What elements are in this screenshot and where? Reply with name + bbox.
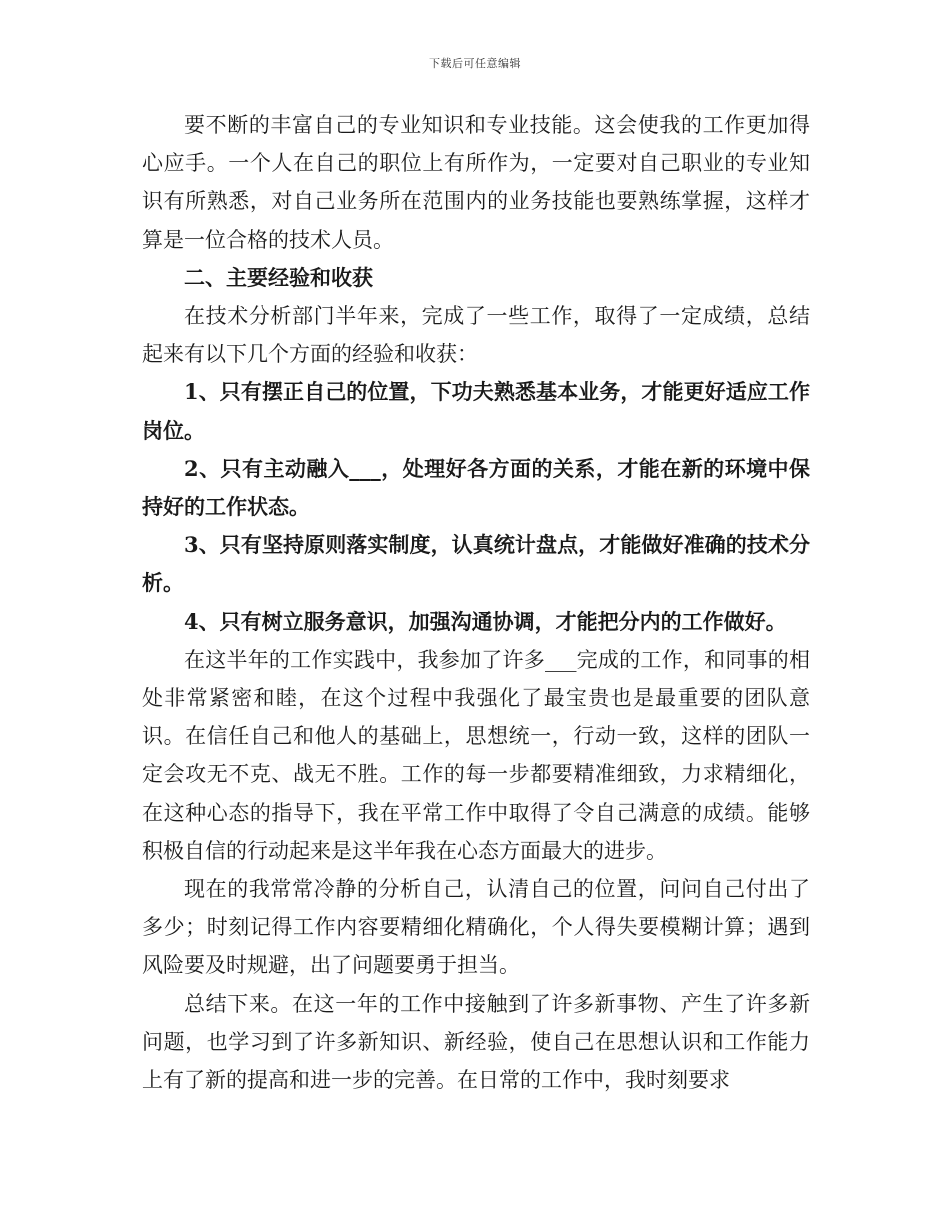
section-heading-experience: 二、主要经验和收获 [184,264,373,290]
paragraph-summary: 总结下来。在这一年的工作中接触到了许多新事物、产生了许多新问题，也学习到了许多新知识、新经验，使自己在思想认识和工作能力上有了新的提高和进一步的完善。在日常的工作中，我时刻要求 [142,991,810,1093]
paragraph-self-analysis: 现在的我常常冷静的分析自己，认清自己的位置，问问自己付出了多少；时刻记得工作内容要精细化精确化，个人得失要模糊计算；遇到风险要及时规避，出了问题要勇于担当。 [142,877,810,978]
paragraph-teamwork: 在这半年的工作实践中，我参加了许多___完成的工作，和同事的相处非常紧密和睦，在这个过程中我强化了最宝贵也是最重要的团队意识。在信任自己和他人的基础上，思想统一，行动一致，这样的团队一定会攻无不克、战无不胜。工作的每一步都要精准细致，力求精细化，在这种心态的指导下，我在平常工作中取得了令自己满意的成绩。能够积极自信的行动起来是这半年我在心态方面最大的进步。 [142,647,810,863]
list-item-3: 3、只有坚持原则落实制度，认真统计盘点，才能做好准确的技术分析。 [142,532,810,596]
page-header: 下载后可任意编辑 [429,57,521,70]
list-item-4: 4、只有树立服务意识，加强沟通协调，才能把分内的工作做好。 [184,608,787,634]
paragraph-intro-experience: 在技术分析部门半年来，完成了一些工作，取得了一定成绩，总结起来有以下几个方面的经验和收获： [142,304,810,367]
list-item-1: 1、只有摆正自己的位置，下功夫熟悉基本业务，才能更好适应工作岗位。 [142,379,810,443]
document-body [142,106,810,1099]
list-item-2: 2、只有主动融入___，处理好各方面的关系，才能在新的环境中保持好的工作状态。 [142,455,810,520]
paragraph-professional-knowledge: 要不断的丰富自己的专业知识和专业技能。这会使我的工作更加得心应手。一个人在自己的职位上有所作为，一定要对自己职业的专业知识有所熟悉，对自己业务所在范围内的业务技能也要熟练掌握，这样才算是一位合格的技术人员。 [142,113,810,252]
